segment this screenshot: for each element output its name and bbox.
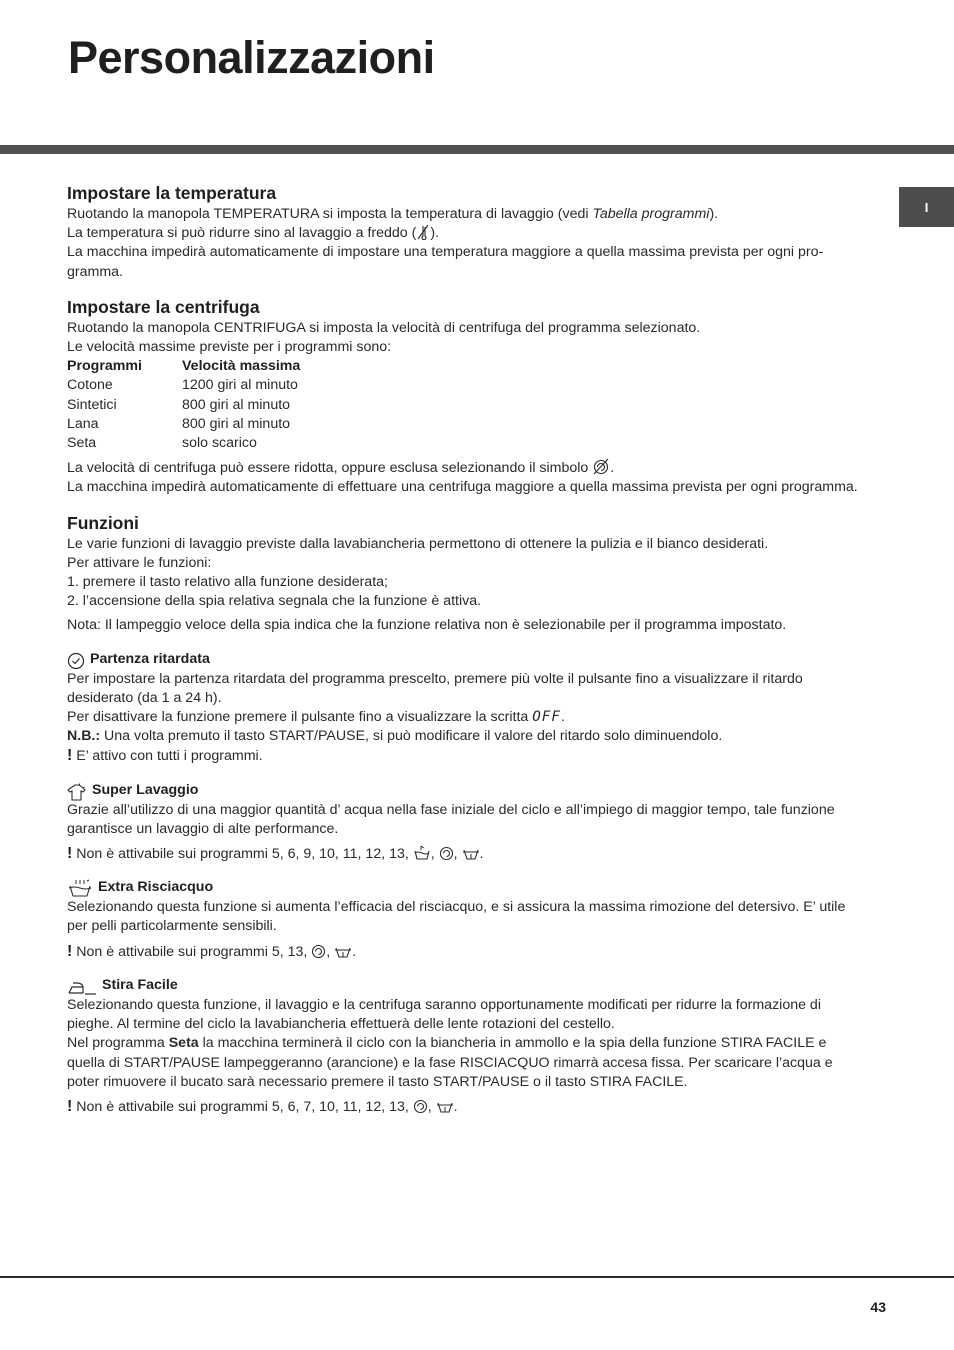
table-row: Lana 800 giri al minuto [67, 415, 291, 432]
top-divider [0, 145, 954, 154]
content [67, 182, 882, 1117]
spin-speed-table [67, 357, 300, 453]
warning-icon: ! [67, 747, 73, 765]
easy-iron-warning: ! Non è attivabile sui programmi 5, 6, 7, 10, 11, 12, 13, , . [67, 1097, 458, 1115]
table-header-row [67, 357, 300, 376]
spin-text-2: Le velocità massime previste per i programmi sono: [67, 339, 392, 356]
functions-text-2: Per attivare le funzioni: [67, 554, 212, 571]
delayed-start-text-3: Per disattivare la funzione premere il pulsante fino a visualizzare la scritta OFF. [67, 709, 565, 726]
delayed-start-nb: N.B.: Una volta premuto il tasto START/PAUSE, si può modificare il valore del ritardo solo diminuendolo. [67, 728, 723, 745]
delayed-start-warning: ! E’ attivo con tutti i programmi. [67, 747, 263, 765]
temperature-text-3: La macchina impedirà automaticamente di impostare una temperatura maggiore a quella massima prevista per ogni pro- [67, 244, 824, 261]
delayed-start-icon [67, 652, 85, 670]
spin-heading: Impostare la centrifuga [67, 296, 260, 317]
page-number: 43 [870, 1299, 886, 1315]
easy-iron-text-1: Selezionando questa funzione, il lavaggio e la centrifuga saranno opportunamente modificati per ridurre la formazione di [67, 996, 821, 1013]
super-wash-heading: Super Lavaggio [67, 780, 882, 801]
off-display-text: OFF [532, 709, 561, 726]
extra-rinse-heading: Extra Risciacquo [67, 877, 882, 898]
temperature-text-1: Ruotando la manopola TEMPERATURA si imposta la temperatura di lavaggio (vedi Tabella programmi). [67, 206, 719, 222]
page-title: Personalizzazioni [68, 32, 435, 83]
temperature-text-4: gramma. [67, 263, 123, 280]
super-wash-text-1: Grazie all’utilizzo di una maggior quantità d’ acqua nella fase iniziale del ciclo e all’impiego di maggior tempo, tale funzione [67, 801, 835, 818]
extra-rinse-text-1: Selezionando questa funzione si aumenta l’efficacia del risciacquo, e si assicura la massima rimozione del detersivo. E’ utile [67, 899, 846, 916]
spin-icon [311, 944, 326, 959]
super-wash-text-2: garantisce un lavaggio di alte performance. [67, 820, 339, 837]
warning-icon: ! [67, 1097, 73, 1115]
extra-rinse-icon [67, 879, 93, 898]
functions-step-1: 1. premere il tasto relativo alla funzione desiderata; [67, 574, 388, 591]
spin-text-1: Ruotando la manopola CENTRIFUGA si imposta la velocità di centrifuga del programma selezionato. [67, 319, 701, 336]
spin-icon [439, 846, 454, 861]
language-tab: I [899, 187, 954, 227]
functions-note: Nota: Il lampeggio veloce della spia indica che la funzione relativa non è selezionabile per il programma impostato. [67, 617, 787, 634]
no-spin-icon [592, 458, 610, 475]
delayed-start-heading: Partenza ritardata [67, 649, 882, 670]
spin-text-3: La velocità di centrifuga può essere ridotta, oppure esclusa selezionando il simbolo . [67, 460, 615, 477]
easy-iron-text-4: quella di START/PAUSE lampeggeranno (arancione) e la fase RISCIACQUO rimarrà accesa fissa. Per scaricare l’acqua e [67, 1054, 833, 1071]
table-header-speed: Velocità massima [182, 358, 301, 375]
table-header-programs: Programmi [67, 358, 142, 375]
bottom-divider [0, 1276, 954, 1278]
extra-rinse-warning: ! Non è attivabile sui programmi 5, 13, , . [67, 942, 357, 960]
temperature-text-2: La temperatura si può ridurre sino al lavaggio a freddo ( ). [67, 225, 440, 242]
wool-icon [413, 845, 431, 861]
table-row: Cotone 1200 giri al minuto [67, 377, 298, 394]
functions-heading: Funzioni [67, 512, 139, 533]
warning-icon: ! [67, 942, 73, 960]
delayed-start-text-1: Per impostare la partenza ritardata del programma prescelto, premere più volte il pulsante fino a visualizzare il ritardo [67, 670, 803, 687]
spin-text-4: La macchina impedirà automaticamente di effettuare una centrifuga maggiore a quella massima prevista per ogni programma. [67, 479, 858, 496]
table-row: Sintetici 800 giri al minuto [67, 396, 291, 413]
easy-iron-text-5: poter rimuovere il bucato sarà necessario premere il tasto START/PAUSE o il tasto STIRA FACILE. [67, 1073, 688, 1090]
easy-iron-heading: Stira Facile [67, 975, 882, 996]
drain-icon [436, 1100, 454, 1114]
drain-icon [334, 945, 352, 959]
easy-iron-text-2: pieghe. Al termine del ciclo la lavabiancheria effettuerà delle lente rotazioni del cestello. [67, 1016, 615, 1033]
functions-text-1: Le varie funzioni di lavaggio previste dalla lavabiancheria permettono di ottenere la pulizia e il bianco desiderati. [67, 535, 769, 552]
iron-icon [67, 980, 97, 996]
super-wash-warning: ! Non è attivabile sui programmi 5, 6, 9, 10, 11, 12, 13, , , . [67, 845, 484, 863]
easy-iron-text-3: Nel programma Seta la macchina terminerà il ciclo con la biancheria in ammollo e la spia della funzione STIRA FACILE e [67, 1035, 827, 1052]
extra-rinse-text-2: per pelli particolarmente sensibili. [67, 918, 277, 935]
temperature-heading: Impostare la temperatura [67, 183, 277, 203]
delayed-start-text-2: desiderato (da 1 a 24 h). [67, 689, 222, 706]
super-wash-icon [67, 783, 87, 801]
spin-icon [413, 1099, 428, 1114]
cold-wash-icon [416, 224, 430, 240]
drain-icon [462, 847, 480, 861]
functions-step-2: 2. l’accensione della spia relativa segnala che la funzione è attiva. [67, 593, 482, 610]
table-row: Seta solo scarico [67, 435, 257, 452]
warning-icon: ! [67, 845, 73, 863]
